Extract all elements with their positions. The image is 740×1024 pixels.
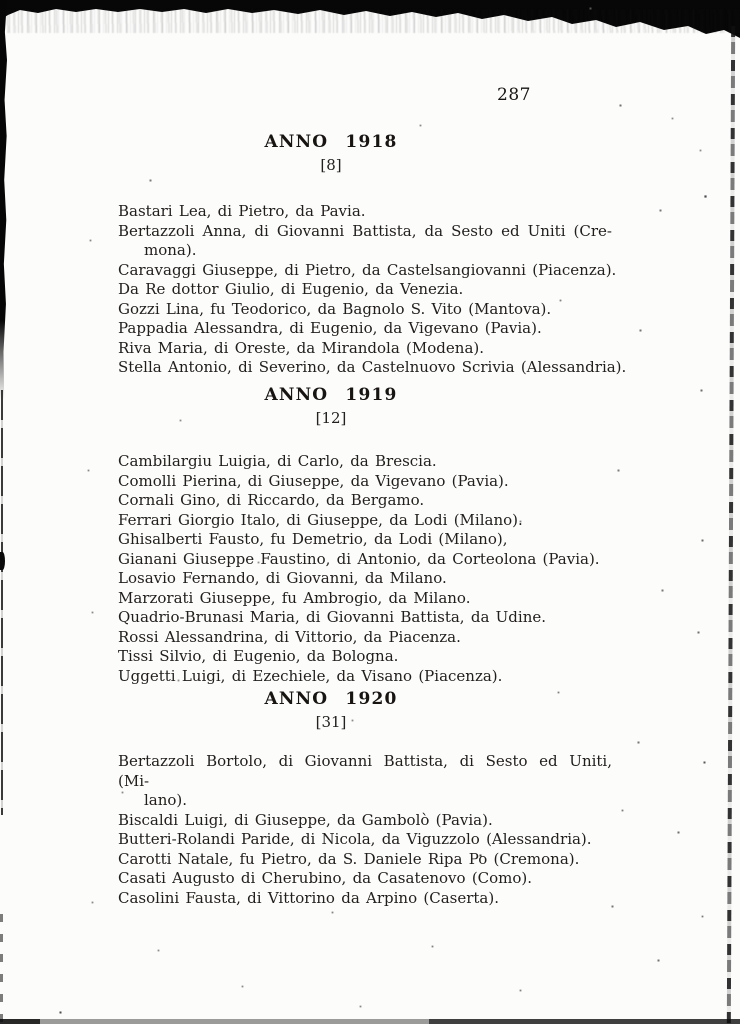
entry-line: Ghisalberti Fausto, fu Demetrio, da Lodi (Milano),: [118, 530, 508, 548]
entry-line: Da Re dottor Giulio, di Eugenio, da Venezia.: [118, 280, 464, 298]
entry-line: Cambilargiu Luigia, di Carlo, da Brescia.: [118, 452, 437, 470]
entry-line: Bertazzoli Anna, di Giovanni Battista, da Sesto ed Uniti (Cre-: [118, 221, 612, 240]
scan-noise-speckles: [0, 0, 1, 1]
section-title: ANNO 1918: [264, 132, 398, 152]
page-number: 287: [497, 85, 531, 105]
entry-line: Quadrio-Brunasi Maria, di Giovanni Battista, da Udine.: [118, 608, 547, 626]
entry-line: Tissi Silvio, di Eugenio, da Bologna.: [118, 647, 399, 665]
entry-line: Casolini Fausta, di Vittorino da Arpino (Caserta).: [118, 888, 499, 907]
entry-line: Bertazzoli Bortolo, di Giovanni Battista, di Sesto ed Uniti, (Mi-: [118, 752, 612, 790]
entry-line-continuation: lano).: [144, 791, 188, 809]
entry-line: Gozzi Lina, fu Teodorico, da Bagnolo S. Vito (Mantova).: [118, 299, 552, 318]
entry-list: [118, 452, 618, 686]
entry-line: Carotti Natale, fu Pietro, da S. Daniele Ripa Po (Cremona).: [118, 849, 580, 868]
entry-line: Rossi Alessandrina, di Vittorio, da Piacenza.: [118, 627, 461, 646]
entry-line: Bastari Lea, di Pietro, da Pavia.: [118, 202, 366, 220]
section-title: ANNO 1920: [264, 689, 398, 709]
entry-line: Gianani Giuseppe Faustino, di Antonio, da Corteolona (Pavia).: [118, 549, 600, 568]
entry-list: [118, 202, 627, 378]
section-count: [8]: [320, 156, 342, 174]
scan-edge-top-grain: [0, 9, 740, 33]
scan-edge-left-bottom: [0, 914, 3, 1024]
entry-line: Losavio Fernando, di Giovanni, da Milano.: [118, 569, 447, 587]
scan-edge-right: [727, 26, 735, 1024]
section-title: ANNO 1919: [264, 385, 398, 405]
section-anno-1920: [118, 688, 618, 908]
entry-line: Riva Maria, di Oreste, da Mirandola (Modena).: [118, 338, 485, 357]
entry-line: Biscaldi Luigi, di Giuseppe, da Gambolò (Pavia).: [118, 810, 493, 829]
entry-line: Butteri-Rolandi Paride, di Nicola, da Viguzzolo (Alessandria).: [118, 830, 592, 848]
scan-edge-left-blob: [0, 552, 5, 570]
entry-line: Uggetti Luigi, di Ezechiele, da Visano (Piacenza).: [118, 666, 503, 685]
scan-edge-left-thin: [1, 390, 3, 815]
entry-list: [118, 752, 618, 908]
scan-edge-bottom: [0, 1019, 740, 1024]
scan-edge-left: [0, 0, 7, 400]
entry-line: Cornali Gino, di Riccardo, da Bergamo.: [118, 491, 425, 509]
entry-line: Pappadia Alessandra, di Eugenio, da Vigevano (Pavia).: [118, 319, 542, 337]
section-count: [12]: [315, 409, 347, 427]
entry-line: Caravaggi Giuseppe, di Pietro, da Castelsangiovanni (Piacenza).: [118, 260, 617, 279]
entry-line: Casati Augusto di Cherubino, da Casatenovo (Como).: [118, 869, 533, 887]
entry-line: Ferrari Giorgio Italo, di Giuseppe, da Lodi (Milano).: [118, 510, 523, 529]
entry-line: Stella Antonio, di Severino, da Castelnuovo Scrivia (Alessandria).: [118, 358, 627, 376]
entry-line: Marzorati Giuseppe, fu Ambrogio, da Milano.: [118, 588, 471, 607]
section-count: [31]: [315, 713, 347, 731]
section-anno-1919: [118, 384, 618, 686]
section-anno-1918: [118, 131, 627, 378]
entry-line-continuation: mona).: [144, 241, 197, 259]
entry-line: Comolli Pierina, di Giuseppe, da Vigevano (Pavia).: [118, 471, 509, 490]
